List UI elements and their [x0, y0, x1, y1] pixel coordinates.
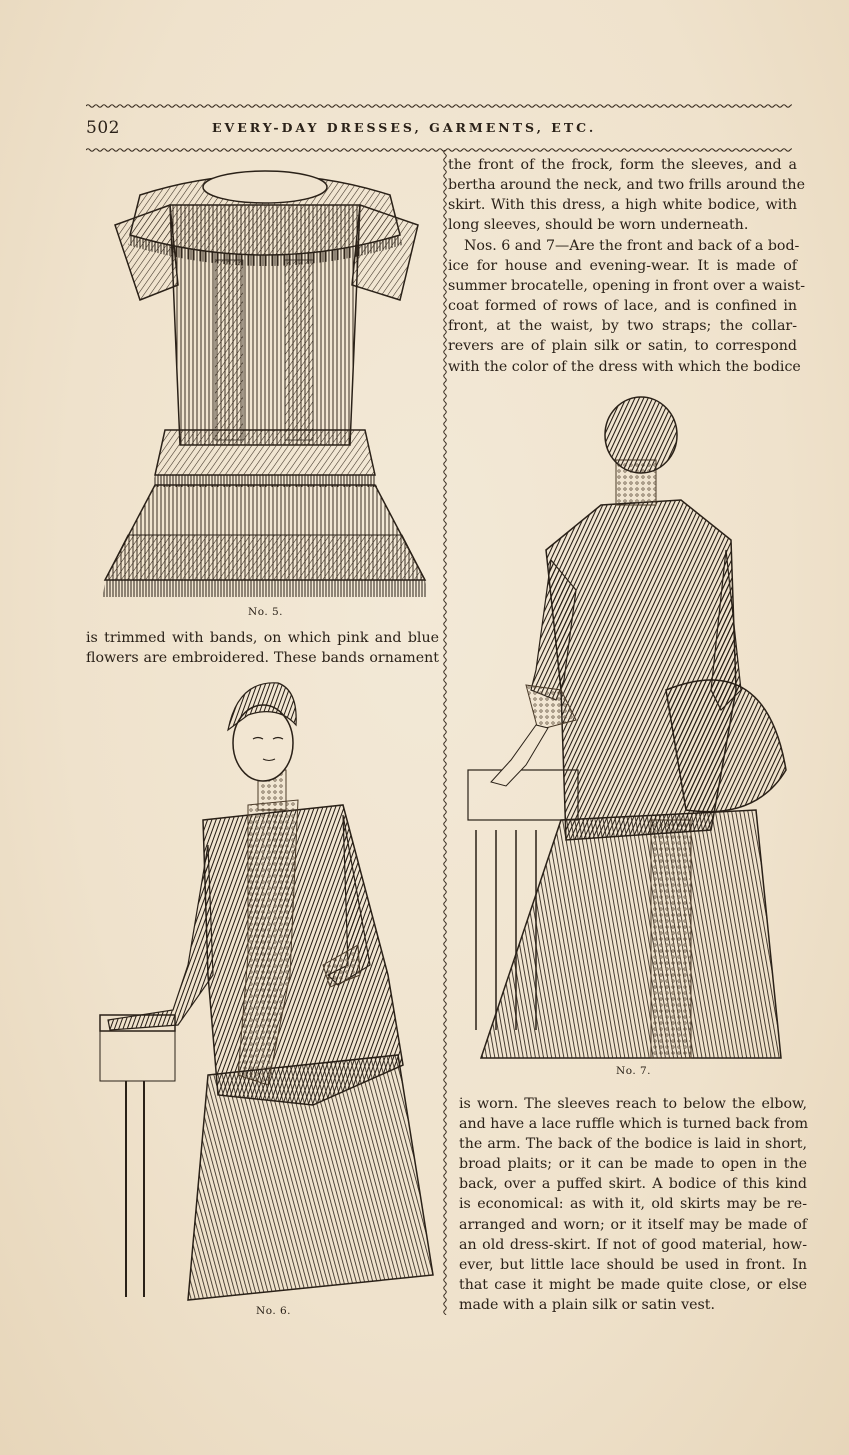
text-line: is trimmed with bands, on which pink and blue: [86, 630, 439, 646]
text-line: with the color of the dress with which the bodice: [448, 358, 801, 375]
text-line: long sleeves, should be worn underneath.: [448, 217, 749, 234]
left-column-paragraph: [86, 628, 439, 668]
text-line: broad plaits; or it can be made to open in the: [459, 1156, 807, 1173]
figure-6-caption: No. 6.: [256, 1305, 292, 1317]
text-line: front, at the waist, by two straps; the collar-: [448, 318, 797, 335]
right-column-paragraph-3: [459, 1094, 807, 1315]
text-line: revers are of plain silk or satin, to correspond: [448, 338, 797, 355]
text-line: is economical: as with it, old skirts may be re-: [459, 1196, 807, 1213]
text-line: made with a plain silk or satin vest.: [459, 1296, 715, 1313]
figure-7-caption: No. 7.: [616, 1065, 652, 1077]
header-top-rule: [86, 102, 792, 110]
text-line: arranged and worn; or it itself may be made of: [459, 1216, 807, 1233]
page-number: 502: [86, 118, 120, 138]
text-line: back, over a puffed skirt. A bodice of this kind: [459, 1176, 807, 1193]
text-line: coat formed of rows of lace, and is confined in: [448, 298, 797, 315]
figure-5-childs-frock: [100, 165, 430, 605]
text-line: Nos. 6 and 7—Are the front and back of a bod-: [464, 238, 800, 254]
text-line: the front of the frock, form the sleeves, and a: [448, 157, 797, 173]
text-line: flowers are embroidered. These bands ornament: [86, 650, 439, 667]
text-line: ice for house and evening-wear. It is made of: [448, 258, 797, 275]
text-line: an old dress-skirt. If not of good material, how-: [459, 1236, 807, 1253]
header-bottom-rule: [86, 146, 792, 154]
figure-6-bodice-front-view: [98, 675, 438, 1303]
text-line: bertha around the neck, and two frills around the: [448, 177, 805, 194]
figure-5-caption: No. 5.: [248, 606, 284, 618]
figure-7-bodice-back-view: [466, 390, 796, 1065]
text-line: skirt. With this dress, a high white bodice, with: [448, 197, 797, 214]
right-column-paragraph-2: [448, 236, 806, 377]
text-line: summer brocatelle, opening in front over a waist-: [448, 278, 806, 295]
text-line: and have a lace ruffle which is turned back from: [459, 1116, 809, 1133]
right-column-paragraph-1: [448, 155, 805, 235]
text-line: that case it might be made quite close, or else: [459, 1276, 807, 1293]
text-line: is worn. The sleeves reach to below the elbow,: [459, 1096, 807, 1112]
text-line: ever, but little lace should be used in front. In: [459, 1256, 807, 1273]
text-line: the arm. The back of the bodice is laid in short,: [459, 1136, 807, 1153]
running-head: EVERY-DAY DRESSES, GARMENTS, ETC.: [212, 120, 597, 135]
